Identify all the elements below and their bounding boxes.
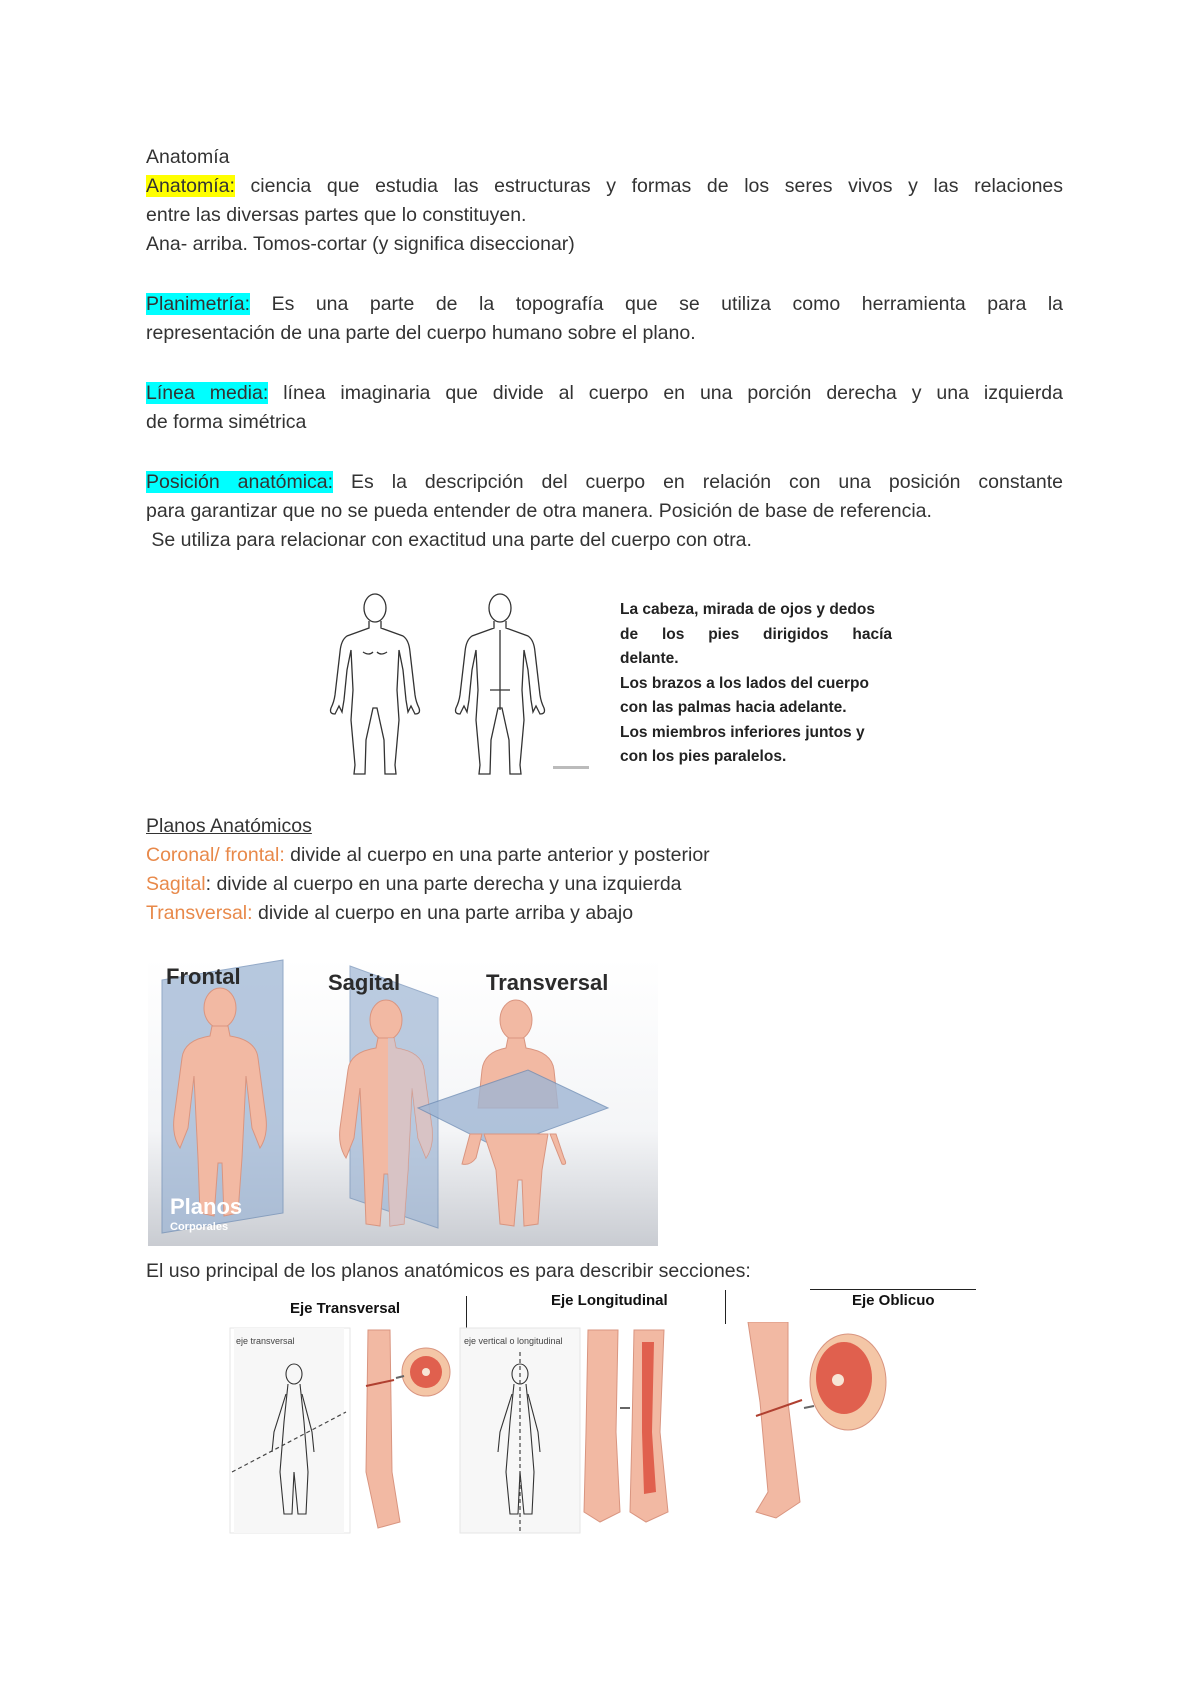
watermark-title: Planos bbox=[170, 1194, 243, 1219]
frontal-label: Frontal bbox=[166, 964, 241, 989]
transversal-label: Transversal bbox=[486, 970, 609, 995]
anatomia-term: Anatomía: bbox=[146, 175, 235, 197]
doc-title: Anatomía bbox=[146, 146, 230, 168]
linea-media-paragraph-line1: Línea media: línea imaginaria que divide al cuerpo en una porción derecha y una izquierda bbox=[146, 382, 1063, 404]
planos-heading: Planos Anatómicos bbox=[146, 815, 312, 837]
secciones-text: El uso principal de los planos anatómicos es para describir secciones: bbox=[146, 1260, 751, 1282]
eje-oblicuo-title: Eje Oblicuo bbox=[852, 1292, 935, 1309]
anatomia-paragraph-line3: Ana- arriba. Tomos-cortar (y significa diseccionar) bbox=[146, 233, 575, 255]
transverse-panel-a-bg bbox=[234, 1328, 344, 1533]
posicion-paragraph-line1: Posición anatómica: Es la descripción del cuerpo en relación con una posición constante bbox=[146, 471, 1063, 493]
linea-media-term: Línea media: bbox=[146, 382, 269, 404]
coronal-definition: Coronal/ frontal: divide al cuerpo en una parte anterior y posterior bbox=[146, 844, 710, 866]
eje-transversal-title: Eje Transversal bbox=[290, 1300, 401, 1317]
image-credit-mark bbox=[553, 766, 589, 769]
posicion-term: Posición anatómica: bbox=[146, 471, 334, 493]
anatomia-paragraph-line1: Anatomía: ciencia que estudia las estructuras y formas de los seres vivos y las relaciones bbox=[146, 175, 1064, 197]
leg-oblique-illustration bbox=[748, 1322, 886, 1518]
planimetria-paragraph-line2: representación de una parte del cuerpo humano sobre el plano. bbox=[146, 322, 696, 344]
watermark-subtitle: Corporales bbox=[170, 1221, 229, 1233]
title-divider-2 bbox=[725, 1290, 726, 1324]
posicion-paragraph-line3: Se utiliza para relacionar con exactitud una parte del cuerpo con otra. bbox=[146, 529, 752, 551]
axes-sections-figure bbox=[228, 1322, 968, 1540]
linea-media-paragraph-line2: de forma simétrica bbox=[146, 411, 307, 433]
anatomical-position-caption: La cabeza, mirada de ojos y dedos de los pies dirigidos hacía delante. Los brazos a los lados del cuerpo con las palmas hacia adelante. Los miembros inferiores juntos y con los pies paralelos. bbox=[620, 601, 892, 765]
title-rule-oblicuo bbox=[810, 1289, 976, 1290]
eje-longitudinal-small-label: eje vertical o longitudinal bbox=[464, 1336, 563, 1346]
eje-longitudinal-title: Eje Longitudinal bbox=[551, 1292, 668, 1309]
anatomia-paragraph-line2: entre las diversas partes que lo constituyen. bbox=[146, 204, 527, 226]
front-body-outline bbox=[331, 594, 420, 774]
transversal-definition: Transversal: divide al cuerpo en una parte arriba y abajo bbox=[146, 902, 634, 924]
planimetria-paragraph-line1: Planimetría: Es una parte de la topografía que se utiliza como herramienta para la bbox=[146, 293, 1064, 315]
transversal-term: Transversal: bbox=[146, 902, 253, 924]
back-body-outline bbox=[456, 594, 545, 774]
sagittal-label: Sagital bbox=[328, 970, 401, 995]
eje-transversal-small-label: eje transversal bbox=[236, 1336, 295, 1346]
anatomical-position-figure bbox=[325, 590, 595, 780]
posicion-paragraph-line2: para garantizar que no se pueda entender de otra manera. Posición de base de referencia. bbox=[146, 500, 932, 522]
coronal-term: Coronal/ frontal: bbox=[146, 844, 285, 866]
leg-longitudinal-illustration bbox=[584, 1330, 668, 1522]
sagital-term: Sagital bbox=[146, 873, 206, 895]
arm-section-illustration bbox=[366, 1330, 450, 1528]
body-planes-figure bbox=[148, 958, 658, 1246]
planimetria-term: Planimetría: bbox=[146, 293, 251, 315]
sagital-definition: Sagital: divide al cuerpo en una parte derecha y una izquierda bbox=[146, 873, 682, 895]
